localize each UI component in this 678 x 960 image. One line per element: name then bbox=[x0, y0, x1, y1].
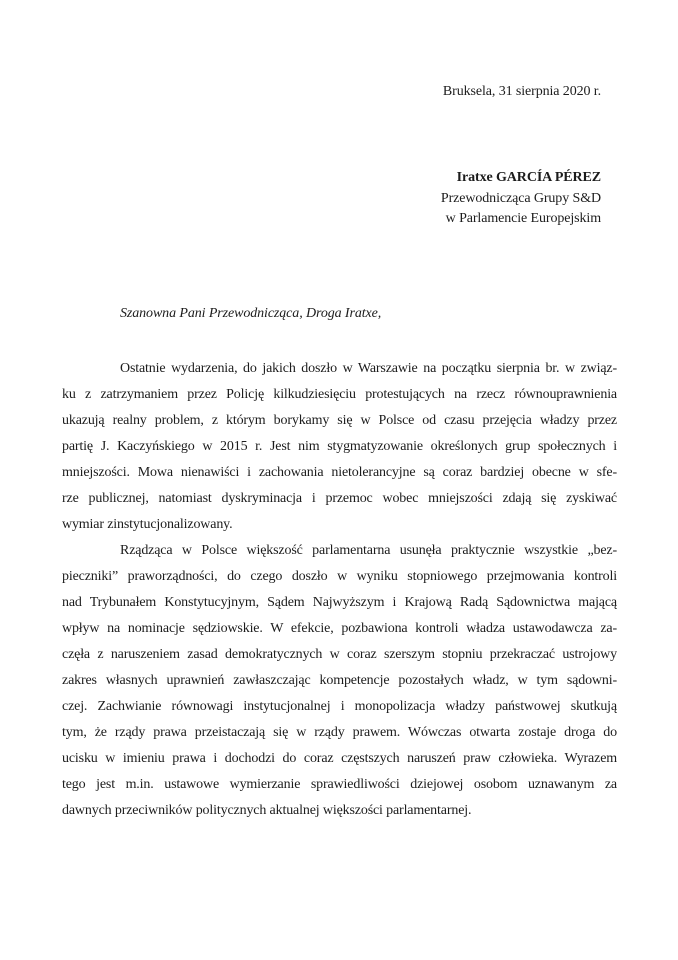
recipient-title: Przewodnicząca Grupy S&D bbox=[440, 190, 601, 206]
paragraph-line: Ostatnie wydarzenia, do jakich doszło w Warszawie na początku sierpnia br. w związ- bbox=[120, 360, 617, 376]
paragraph-line: ukazują realny problem, z którym borykamy się w Polsce od czasu przejęcia władzy przez bbox=[62, 412, 617, 428]
recipient-name: Iratxe GARCÍA PÉREZ bbox=[456, 170, 601, 185]
letter-body bbox=[62, 356, 617, 824]
salutation: Szanowna Pani Przewodnicząca, Droga Iratxe, bbox=[120, 305, 382, 321]
paragraph-line: pieczniki” praworządności, do czego doszło w wyniku stopniowego przejmowania kontroli bbox=[62, 568, 617, 584]
paragraph-line: ku z zatrzymaniem przez Policję kilkudziesięciu protestujących na rzecz równouprawnienia bbox=[62, 386, 617, 402]
paragraph-line: nad Trybunałem Konstytucyjnym, Sądem Najwyższym i Krajową Radą Sądownictwa mającą bbox=[62, 594, 617, 610]
paragraph bbox=[62, 356, 617, 538]
paragraph-line: ucisku w imieniu prawa i dochodzi do coraz częstszych naruszeń praw człowieka. Wyrazem bbox=[62, 750, 617, 766]
recipient-organization: w Parlamencie Europejskim bbox=[445, 211, 601, 226]
paragraph-line: tego jest m.in. ustawowe wymierzanie sprawiedliwości dziejowej osobom uznawanym za bbox=[62, 776, 617, 792]
recipient-block bbox=[62, 168, 617, 230]
paragraph-line: wpływ na nominacje sędziowskie. W efekcie, pozbawiona kontroli władza ustawodawcza za- bbox=[62, 620, 617, 636]
dateline: Bruksela, 31 sierpnia 2020 r. bbox=[442, 84, 601, 99]
paragraph-line: partię J. Kaczyńskiego w 2015 r. Jest nim stygmatyzowanie określonych grup społecznych i bbox=[62, 438, 617, 454]
paragraph-line: Rządząca w Polsce większość parlamentarna usunęła praktycznie wszystkie „bez- bbox=[120, 542, 617, 558]
paragraph-line: mniejszości. Mowa nienawiści i zachowania nietolerancyjne są coraz bardziej obecne w sfe- bbox=[62, 464, 617, 480]
paragraph-line: częła z naruszeniem zasad demokratycznych w coraz szerszym stopniu przekraczać ustrojowy bbox=[62, 646, 617, 662]
paragraph-line: wymiar zinstytucjonalizowany. bbox=[62, 516, 233, 532]
paragraph-line: zakres własnych uprawnień zawłaszczając kompetencje pozostałych władz, w tym sądowni- bbox=[62, 672, 617, 688]
paragraph-line: tym, że rządy prawa przeistaczają się w rządy prawem. Wówczas otwarta zostaje droga do bbox=[62, 724, 617, 740]
paragraph-line: rze publicznej, natomiast dyskryminacja i przemoc wobec mniejszości zdają się zyskiwać bbox=[62, 490, 617, 506]
paragraph-line: dawnych przeciwników politycznych aktualnej większości parlamentarnej. bbox=[62, 802, 472, 818]
paragraph-line: czej. Zachwianie równowagi instytucjonalnej i monopolizacja władzy państwowej skutkują bbox=[62, 698, 617, 714]
paragraph bbox=[62, 538, 617, 824]
